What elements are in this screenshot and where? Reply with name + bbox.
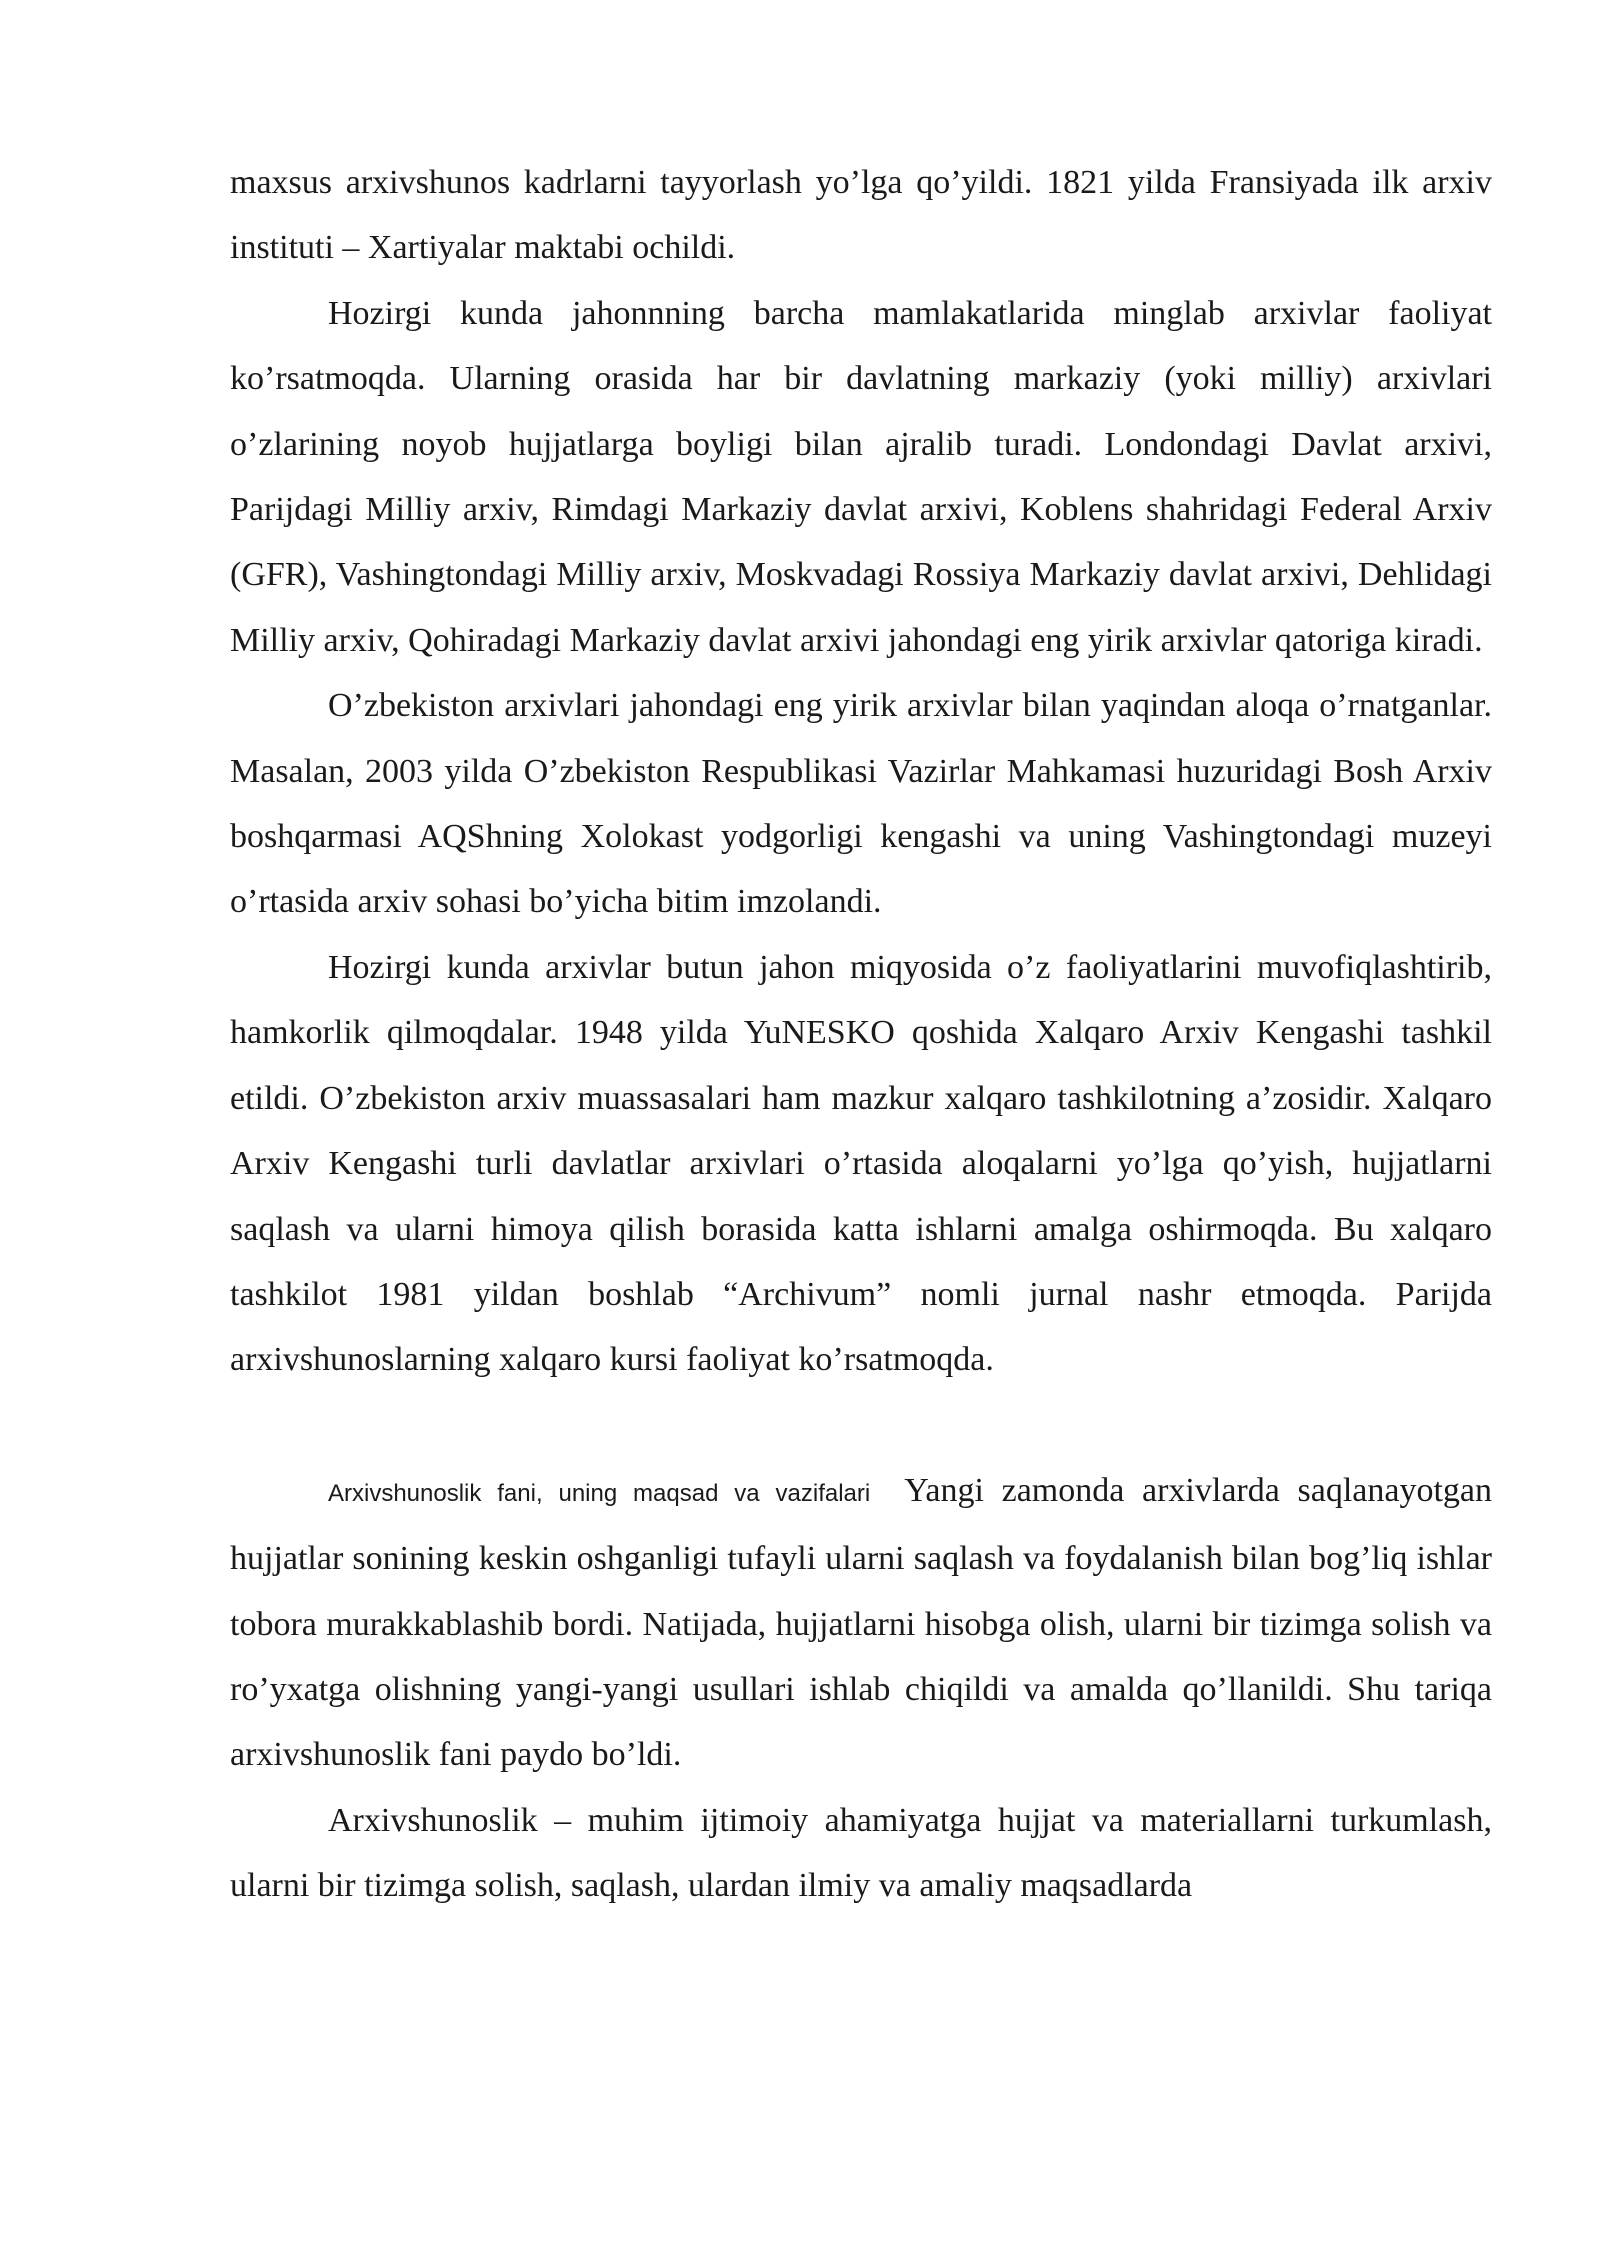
paragraph-world-archives: Hozirgi kunda jahonnning barcha mamlakatlarida minglab arxivlar faoliyat ko’rsatmoqda. Ularning orasida har bir davlatning markaziy (yoki milliy) arxivlari o’zlarining noyob hujjatlarga boyligi bilan ajralib turadi. Londondagi Davlat arxivi, Parijdagi Milliy arxiv, Rimdagi Markaziy davlat arxivi, Koblens shahridagi Federal Arxiv (GFR), Vashingtondagi Milliy arxiv, Moskvadagi Rossiya Markaziy davlat arxivi, Dehlidagi Milliy arxiv, Qohiradagi Markaziy davlat arxivi jahondagi eng yirik arxivlar qatoriga kiradi. bbox=[230, 294, 1492, 659]
document-body bbox=[230, 150, 1492, 1919]
paragraph-archival-science-definition: Arxivshunoslik – muhim ijtimoiy ahamiyatga hujjat va materiallarni turkumlash, ularni bir tizimga solish, saqlash, ulardan ilmiy va amaliy maqsadlarda bbox=[230, 1801, 1492, 1905]
paragraph-archival-science-text: Yangi zamonda arxivlarda saqlanayotgan hujjatlar sonining keskin oshganligi tufayli ularni saqlash va foydalanish bilan bog’liq ishlar tobora murakkablashib bordi. Natijada, hujjatlarni hisobga olish, ularni bir tizimga solish va ro’yxatga olishning yangi-yangi usullari ishlab chiqildi va amalda qo’llanildi. Shu tariqa arxivshunoslik fani paydo bo’ldi. bbox=[230, 1471, 1493, 1774]
paragraph-continuation: maxsus arxivshunos kadrlarni tayyorlash yo’lga qo’yildi. 1821 yilda Fransiyada ilk arxiv instituti – Xartiyalar maktabi ochildi. bbox=[230, 164, 1492, 267]
paragraph-international-council: Hozirgi kunda arxivlar butun jahon miqyosida o’z faoliyatlarini muvofiqlashtirib, hamkorlik qilmoqdalar. 1948 yilda YuNESKO qoshida Xalqaro Arxiv Kengashi tashkil etildi. O’zbekiston arxiv muassasalari ham mazkur xalqaro tashkilotning a’zosidir. Xalqaro Arxiv Kengashi turli davlatlar arxivlari o’rtasida aloqalarni yo’lga qo’yish, hujjatlarni saqlash va ularni himoya qilish borasida katta ishlarni amalga oshirmoqda. Bu xalqaro tashkilot 1981 yildan boshlab “Archivum” nomli jurnal nashr etmoqda. Parijda arxivshunoslarning xalqaro kursi faoliyat ko’rsatmoqda. bbox=[230, 948, 1492, 1379]
paragraph-archival-science-origin bbox=[230, 1458, 1492, 1788]
paragraph-uzbekistan-archives: O’zbekiston arxivlari jahondagi eng yirik arxivlar bilan yaqindan aloqa o’rnatganlar. Masalan, 2003 yilda O’zbekiston Respublikasi Vazirlar Mahkamasi huzuridagi Bosh Arxiv boshqarmasi AQShning Xolokast yodgorligi kengashi va uning Vashingtondagi muzeyi o’rtasida arxiv sohasi bo’yicha bitim imzolandi. bbox=[230, 687, 1492, 921]
section-heading: Arxivshunoslik fani, uning maqsad va vazifalari bbox=[328, 1479, 871, 1507]
